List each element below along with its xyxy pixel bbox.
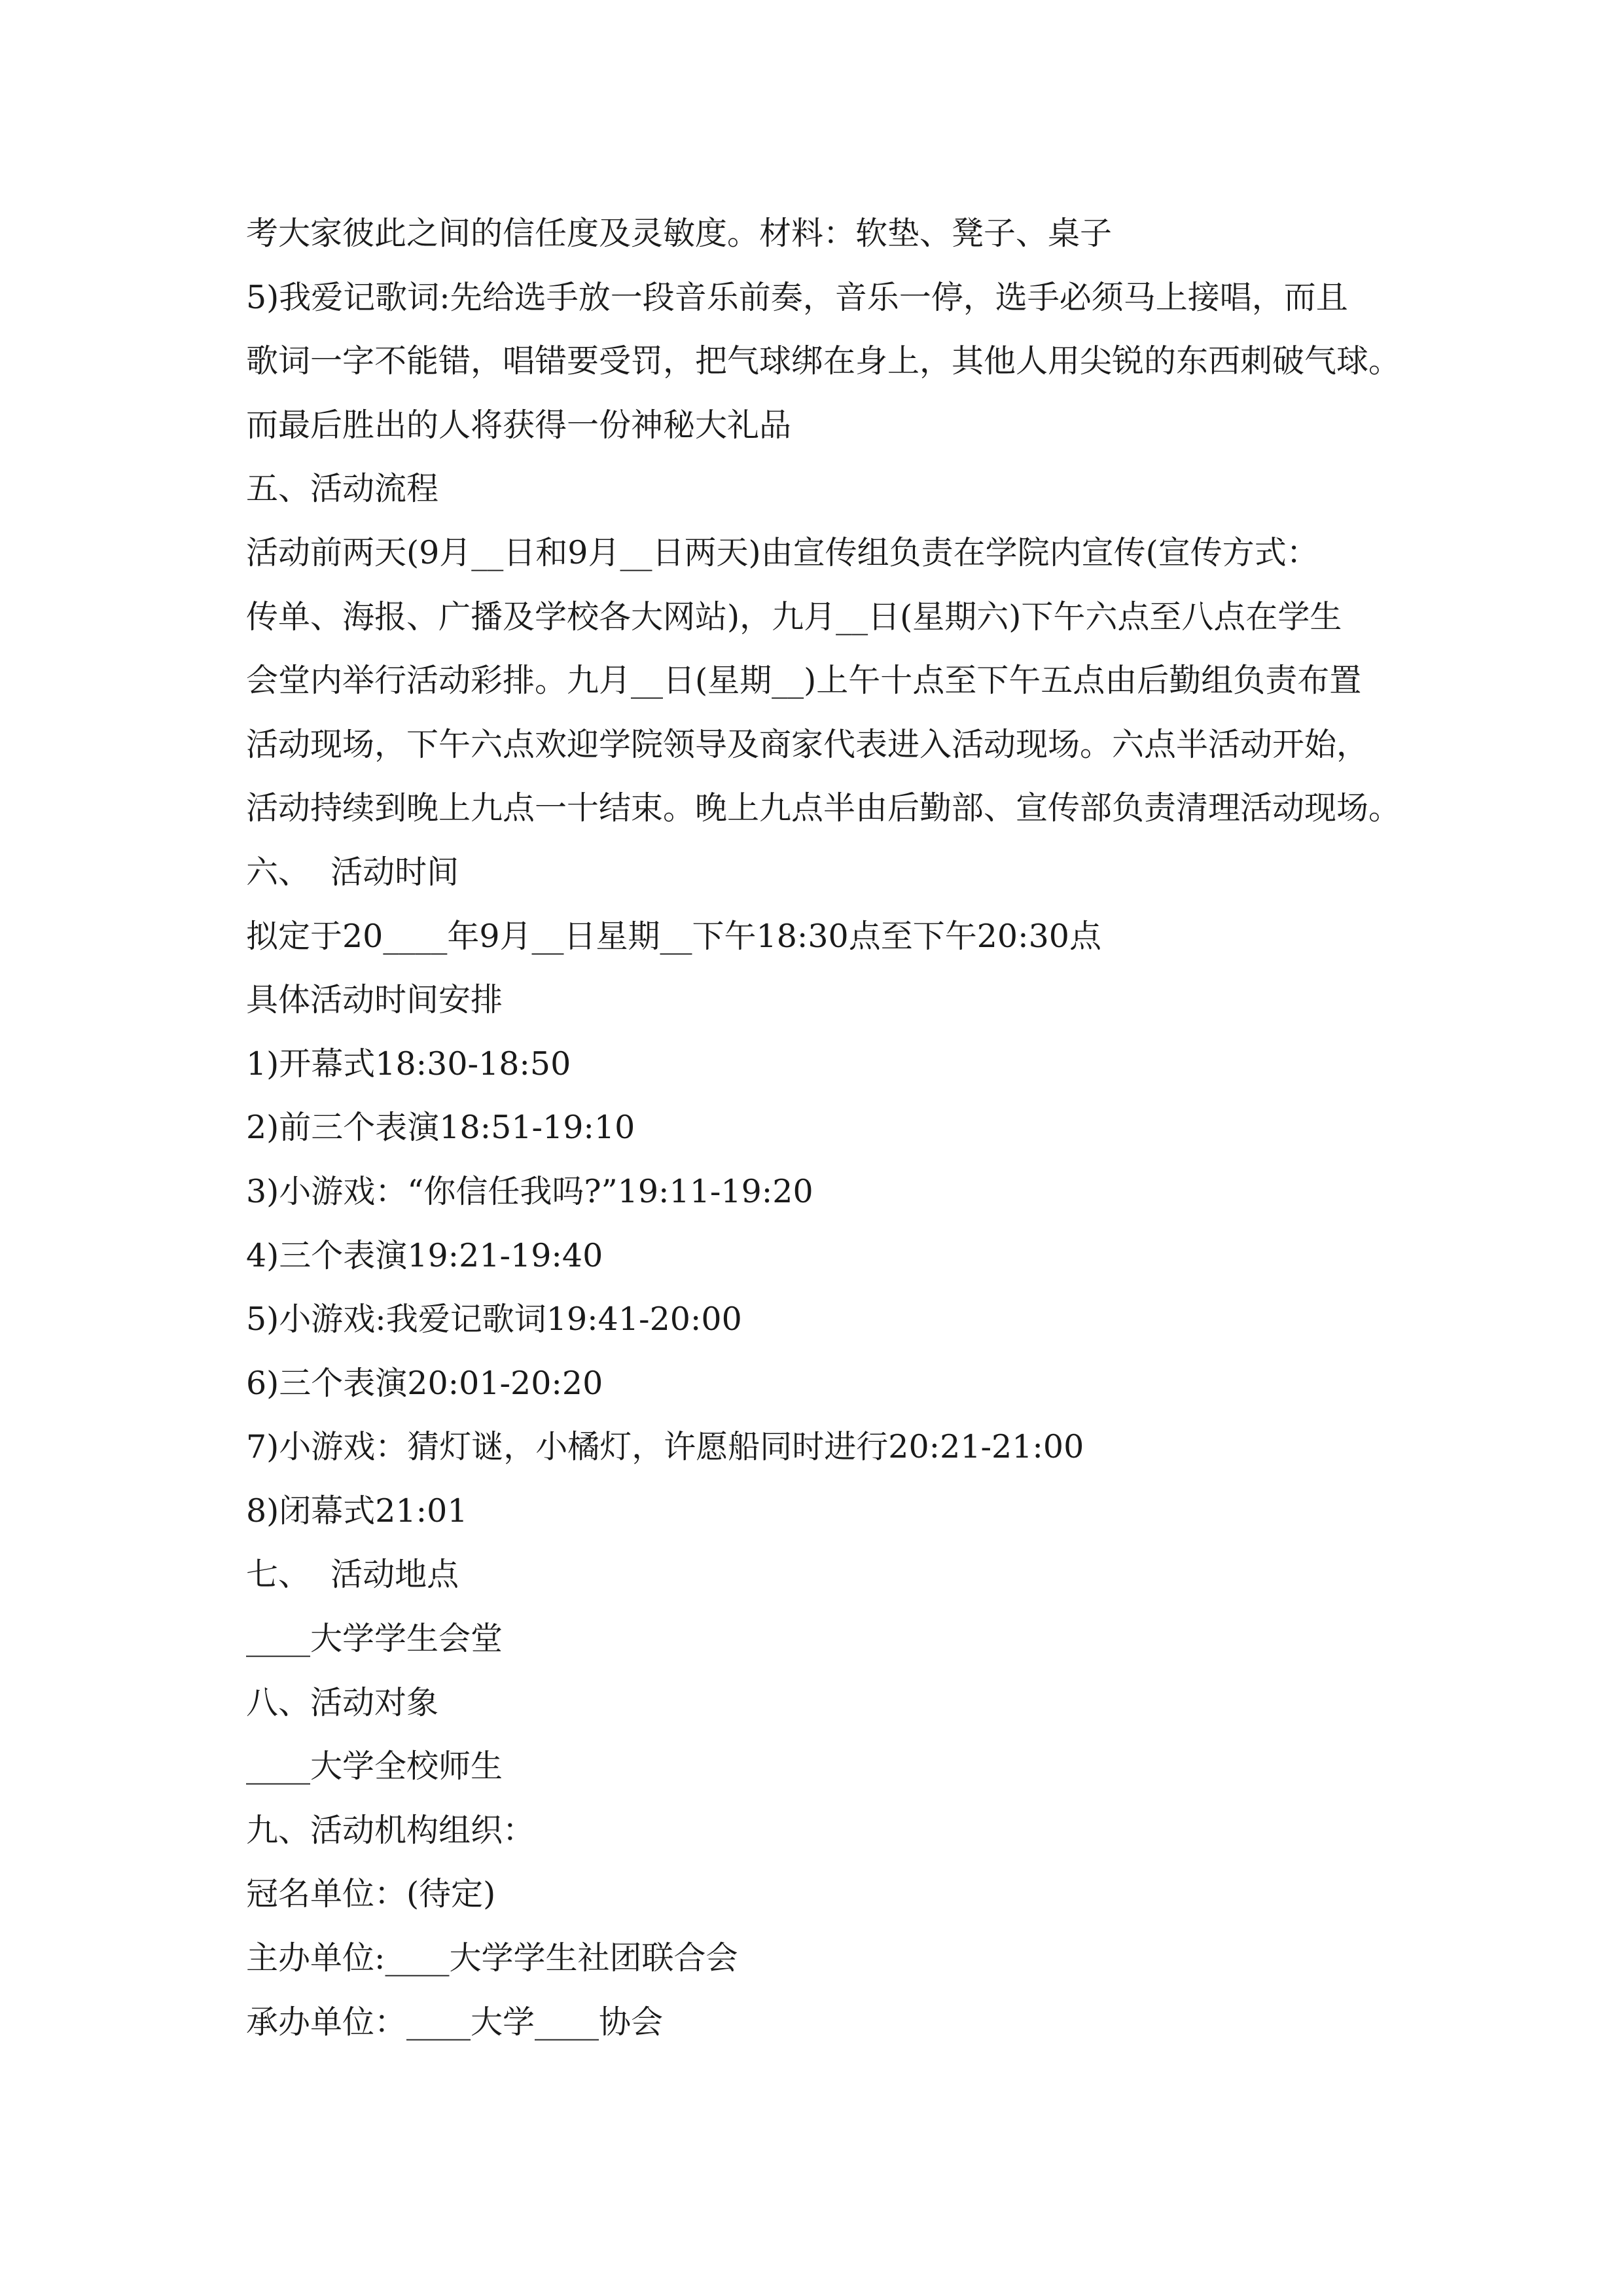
text-line: 活动持续到晚上九点一十结束。晚上九点半由后勤部、宣传部负责清理活动现场。	[246, 789, 1401, 827]
schedule-item: 7)小游戏：猜灯谜，小橘灯，许愿船同时进行20:21-21:00	[246, 1428, 1084, 1466]
text-line: 冠名单位：(待定)	[246, 1875, 496, 1913]
section-heading: 七、 活动地点	[246, 1556, 459, 1594]
schedule-item: 6)三个表演20:01-20:20	[246, 1364, 603, 1402]
text-line: 会堂内举行活动彩排。九月__日(星期__)上午十点至下午五点由后勤组负责布置	[246, 662, 1362, 700]
section-heading: 八、活动对象	[246, 1683, 439, 1721]
schedule-item: 3)小游戏：“你信任我吗?”19:11-19:20	[246, 1172, 813, 1210]
text-line: 拟定于20____年9月__日星期__下午18:30点至下午20:30点	[246, 917, 1101, 955]
text-line: ____大学全校师生	[246, 1748, 503, 1785]
schedule-item: 8)闭幕式21:01	[246, 1492, 468, 1530]
text-line: 歌词一字不能错，唱错要受罚，把气球绑在身上，其他人用尖锐的东西刺破气球。	[246, 342, 1401, 380]
document-body	[246, 202, 1444, 2054]
text-line: 传单、海报、广播及学校各大网站)，九月__日(星期六)下午六点至八点在学生	[246, 598, 1342, 636]
text-line: 具体活动时间安排	[246, 981, 503, 1019]
text-line: 承办单位：____大学____协会	[246, 2003, 664, 2041]
section-heading: 五、活动流程	[246, 470, 439, 508]
text-line: 而最后胜出的人将获得一份神秘大礼品	[246, 406, 792, 444]
text-line: 主办单位:____大学学生社团联合会	[246, 1939, 738, 1977]
text-line: 活动前两天(9月__日和9月__日两天)由宣传组负责在学院内宣传(宣传方式：	[246, 533, 1319, 571]
text-line: ____大学学生会堂	[246, 1620, 503, 1658]
text-line: 考大家彼此之间的信任度及灵敏度。材料：软垫、凳子、桌子	[246, 215, 1113, 252]
text-line: 5)我爱记歌词:先给选手放一段音乐前奏，音乐一停，选手必须马上接唱，而且	[246, 278, 1348, 316]
schedule-item: 1)开幕式18:30-18:50	[246, 1045, 571, 1083]
schedule-item: 4)三个表演19:21-19:40	[246, 1236, 603, 1274]
section-heading: 九、活动机构组织：	[246, 1811, 535, 1849]
schedule-item: 5)小游戏:我爱记歌词19:41-20:00	[246, 1300, 742, 1338]
text-line: 活动现场，下午六点欢迎学院领导及商家代表进入活动现场。六点半活动开始，	[246, 725, 1369, 763]
section-heading: 六、 活动时间	[246, 853, 459, 891]
schedule-item: 2)前三个表演18:51-19:10	[246, 1109, 635, 1147]
